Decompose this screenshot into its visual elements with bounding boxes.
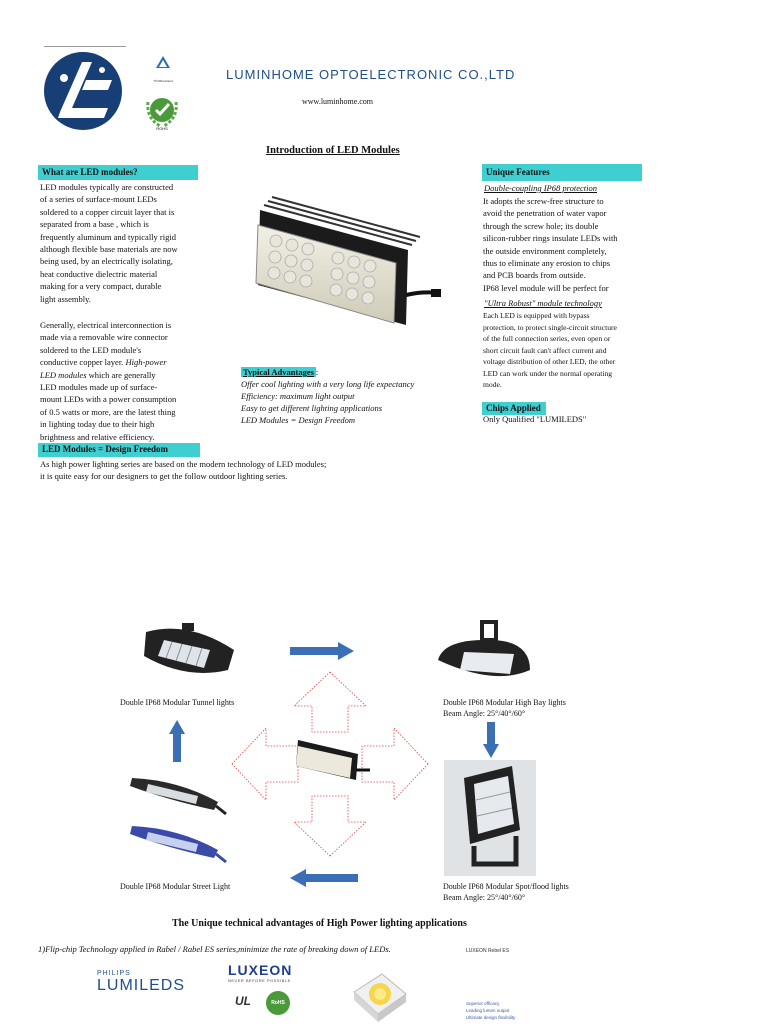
website-link[interactable]: www.luminhome.com	[302, 97, 374, 106]
highbay-light-caption: Double IP68 Modular High Bay lights Beam Angle: 25°/40°/60°	[443, 698, 566, 718]
philips-text: PHILIPS	[97, 970, 131, 977]
company-logo	[42, 50, 124, 132]
company-name: LUMINHOME OPTOELECTRONIC CO.,LTD	[226, 67, 516, 82]
street-light-caption: Double IP68 Modular Street Light	[120, 882, 231, 891]
chips-applied-text: Only Qualified "LUMILEDS"	[483, 414, 587, 424]
feature1-title: Double-coupling IP68 protection	[484, 183, 597, 193]
rohs-label: ROHS	[156, 126, 168, 131]
rebel-es-card: LUXEON Rebel ES Superior efficacy Leading lumen output Ultimate design flexibility	[466, 948, 536, 1024]
arrow-right	[290, 642, 354, 665]
street-light-image	[118, 770, 228, 870]
typical-advantages-block: Typical Advantages : Offer cool lighting with a very long life expectancy Efficiency: maximum light output Easy to get different lighting applications LED Modules = Design Freedom	[241, 366, 471, 426]
advantage-item: Offer cool lighting with a very long life expectancy	[241, 379, 415, 389]
feature1-text: It adopts the screw-free structure to avoid the penetration of water vapor through the screw hole; its double silicon-rubber rings insulate LEDs with the outside environment completely, thus to eliminate any erosion to chips and PCB boards from outside. IP68 level module will be perfect for	[483, 196, 618, 293]
led-modules-paragraph-1: LED modules typically are constructed of a series of surface-mount LEDs soldered to a copper circuit layer that is separated from a base , which is frequently aluminum and typically rigid although flexible base materials are now being used, by an electrically isolating, heat conductive dielectric material making for a very compact, durable light assembly.	[40, 182, 178, 304]
center-module-image	[294, 736, 372, 786]
flipchip-line: 1)Flip-chip Technology applied in Rabel / Rabel ES series,minimize the rate of breaking down of LEDs.	[38, 944, 391, 954]
design-freedom-text: As high power lighting series are based on the modern technology of LED modules; it is quite easy for our designers to get the follow outdoor lighting series.	[40, 459, 327, 482]
lumileds-text: LUMILEDS	[97, 977, 186, 994]
advantage-item: Efficiency: maximum light output	[241, 391, 355, 401]
tuv-label: TÜVRheinland	[153, 79, 173, 83]
led-module-photo	[248, 195, 443, 345]
tuv-cert-badge	[150, 54, 176, 83]
chips-applied-heading: Chips Applied	[482, 402, 546, 415]
unique-features-heading: Unique Features	[482, 164, 642, 181]
feature2-text: Each LED is equipped with bypass protection, to protect single-circuit structure of the full connection series, even open or short circuit fault can't affect current and voltage distribution of other LED, the other LED can work under the normal operating mode.	[483, 311, 617, 389]
floodlight-image	[444, 760, 536, 876]
rebel-es-title: LUXEON Rebel ES	[466, 948, 510, 954]
luxeon-chip-image	[348, 970, 410, 1024]
page-title: Introduction of LED Modules	[266, 145, 400, 156]
technical-advantages-title: The Unique technical advantages of High Power lighting applications	[172, 918, 467, 929]
highbay-light-image	[434, 620, 534, 690]
luxeon-tagline: NEVER BEFORE POSSIBLE	[228, 978, 291, 983]
ul-mark: UL	[235, 994, 251, 1008]
led-modules-paragraph-2: Generally, electrical interconnection is made via a removable wire connector soldered to the LED module's conductive copper layer. High-power LED modules which are generally LED modules made up of surface- mount LEDs with a power consumption of 0.5 watts or more, are the latest thing in lighting today due to their high brightness and relative efficiency.	[40, 320, 177, 442]
arrow-down	[483, 722, 499, 763]
advantage-item: Easy to get different lighting applications	[241, 403, 383, 413]
arrow-up	[169, 720, 185, 767]
luxeon-logo	[228, 962, 292, 983]
tunnel-light-image	[138, 620, 238, 682]
rohs-circle-logo: RoHS	[266, 991, 290, 1015]
rohs-badge	[142, 92, 182, 132]
what-are-led-modules-heading: What are LED modules?	[38, 165, 198, 180]
header-rule	[44, 46, 126, 47]
typical-advantages-heading: Typical Advantages	[243, 367, 314, 377]
arrow-left	[290, 869, 358, 892]
feature2-title: "Ultra Robust" module technology	[484, 298, 602, 308]
design-freedom-heading: LED Modules = Design Freedom	[38, 443, 200, 457]
philips-lumileds-logo	[97, 970, 185, 995]
tunnel-light-caption: Double IP68 Modular Tunnel lights	[120, 698, 235, 707]
luxeon-text: LUXEON	[228, 962, 293, 978]
floodlight-caption: Double IP68 Modular Spot/flood lights Beam Angle: 25°/40°/60°	[443, 882, 569, 902]
advantage-item: LED Modules = Design Freedom	[241, 415, 356, 425]
